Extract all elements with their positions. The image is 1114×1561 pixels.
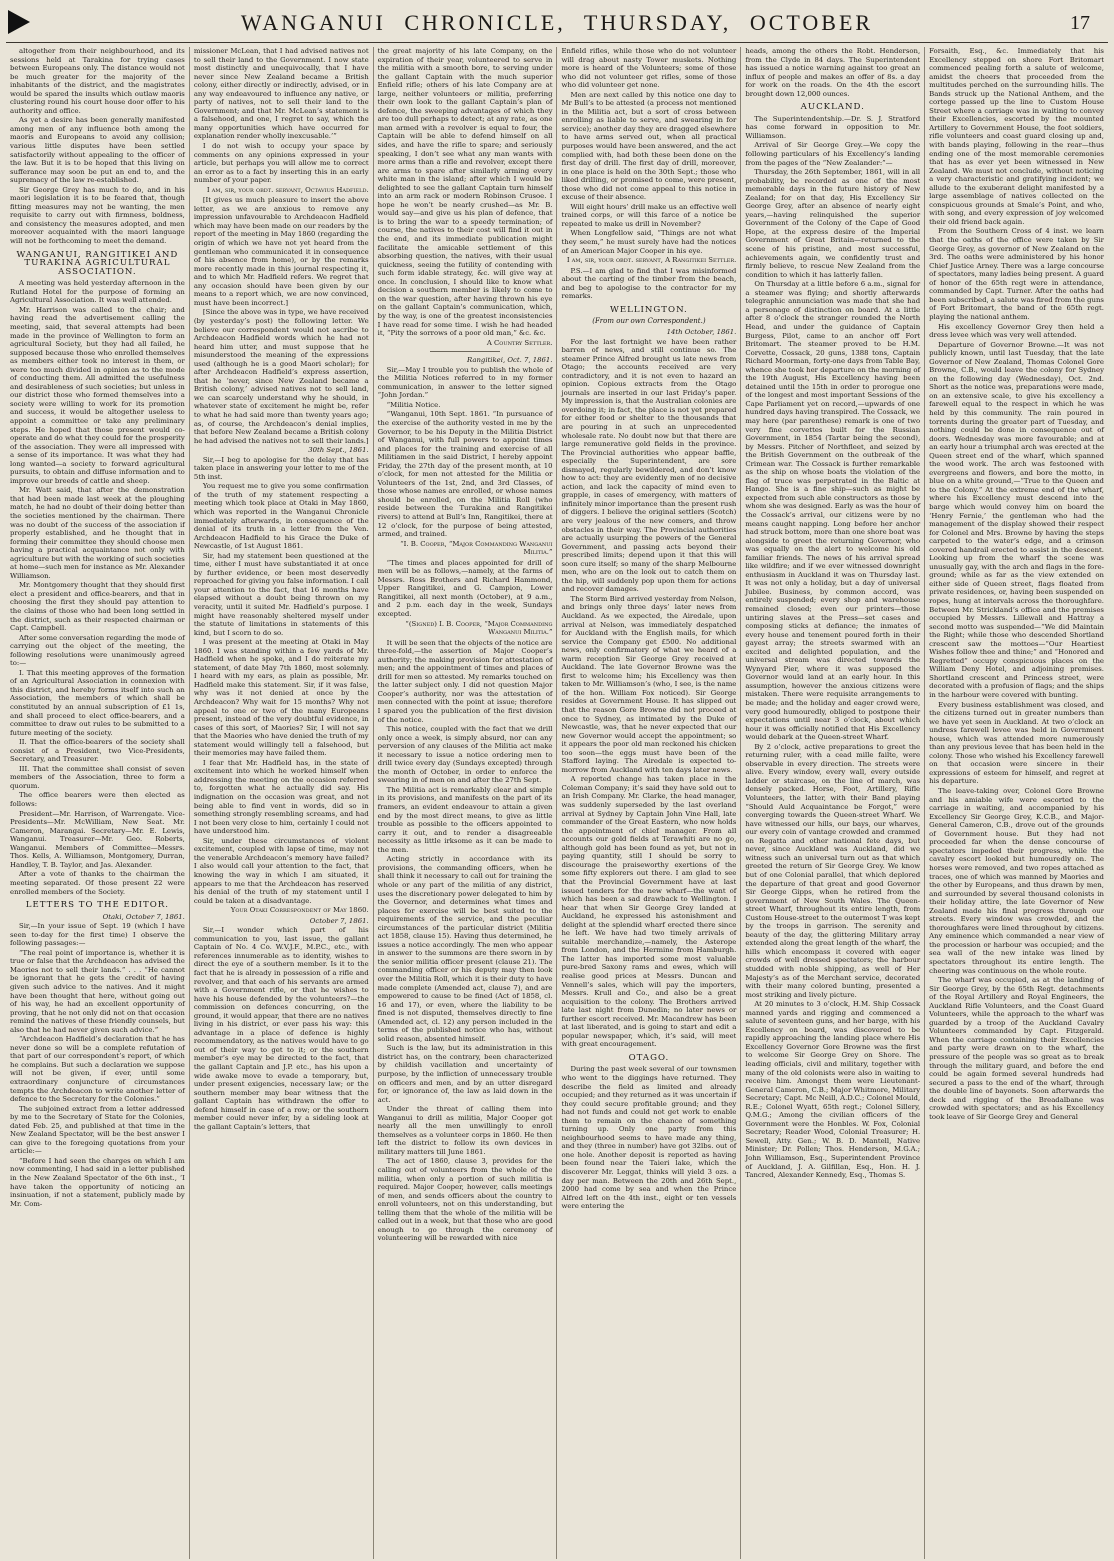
section-heading: AUCKLAND. (800, 102, 865, 113)
paragraph: President—Mr. Harrison, of Warrengate. Vice-Presidents—Mr. McWilliam, New Seat. Mr. Cameron, Marangai. Secretary—Mr. E. Lewis, Wanganui. Treasurer—Mr. Geo. Roberts, Wanganui. Members of Committee—Messrs. Thos. Kells, A. Williamson, Montgomery, Durran, Handley, T. B. Taylor, and Jas. Alexander. (10, 809, 185, 869)
paragraph: From the Southern Cross of 4 inst. we learn that the oaths of the office were taken by Sir George Grey, as governor of New Zealand on the 3rd. The oaths were administered by his honor Chief Justice Arney. There was a large concourse of spectators, many ladies being present. A guard of honor of the 65th regt were in attendance, commanded by Capt. Turner. After the oaths had been subscribed, a salute was fired from the guns of Fort Britomart, the band of the 65th regt. playing the national anthem. (929, 227, 1104, 321)
letter-signature: A Country Settler. (486, 338, 553, 347)
paragraph: I fear that Mr. Hadfield has, in the state of excitement into which he worked himself when addressing the meeting on the occasion referred to, forgotten what he actually did say. His indignation on the occasion was great, and not being able to find vent in words, did so in something strongly resembling screams, and had I not been very close to him, certainly I could not have understood him. (193, 758, 369, 836)
paragraph: the great majority of his late Company, on the expiration of their year, volunteered to serve in the militia with a smooth bore, to serving under the gallant Captain with the much superior Enfield rifle; others of his late Company are at large, neither volunteers or militia, preferring their own look to the gallant Captain’s plan of defence, the sweeping advantages of which they are too dull perhaps to detect; at any rate, as one man armed with a revolver is equal to four, the Captain will be able to defend himself on all sides, and have the rifle to spare; and seriously speaking, I don’t see what any man wants with more arms than a rifle and revolver, except there are arms to spare after similarly arming every white man in the island; after which I would be delighted to see the gallant Captain turn himself into an arm rack or modern Robinson Crusoe. I hope he won’t be nearly crushed—as Mr. B. would say—and give us his plan of defence, that is to bring the war to a speedy termination; of course, the natives to their cost will find it out in the end, and its immediate publication might facilitate the amicable settlement of this absorbing question, the natives, with their usual quickness, seeing the futility of contending with such form idable strategy, &c. will give way at once. In conclusion, I should like to know what decision a southern member is likely to come to on the war question, after having thrown his eye on the gallant Captain’s communication, which, by the way, is one of the greatest inconsistencies I have read for some time. I wish he had headed it, “Pity the sorrows of a poor old man,” &c. &c. (377, 47, 553, 338)
paragraph: At 20 minutes to 3 o’clock, H.M. Ship Cossack manned yards and rigging and commenced a salute of seventeen guns, and her barge, with his Excellency on board, was discovered to be rapidly approaching the landing place where His Excellency Governor Gore Browne was the first to welcome Sir George Grey on Shore. The leading officials, civil and military, together with many of the old colonists were also in waiting to receive him. Amongst them were Lieutenant-General Cameron, C.B.; Major Whitmore, Military Secretary; Capt. Mc Neill, A.D.C.; Colonel Mould, R.E.; Colonel Wyatt, 65th regt.; Colonel Sillery, Q.M.G.; Among the civilian officers of the Government were the Honbles. W. Fox, Colonial Secretary; Reader Wood, Colonial Treasurer; H. Sewell, Atty. Gen.; W. B. D. Mantell, Native Minister; Dr. Pollen; Thos. Henderson, M.G.A.; John Williamson, Esq., Superintendent Province of Auckland, J. A. Gilfillan, Esq., Hon. H. J. Tancred, Alexander Kennedy, Esq., Thomas S. (745, 1000, 921, 1180)
dateline: Otaki, October 7, 1861. (102, 912, 185, 921)
paragraph: “Before I had seen the charges on which I am now commenting, I had said in a letter published in the New Zealand Spectator of the 6th inst., ‘I have taken the opportunity of noticing an insinuation, if not a statement, publicly made by Mr. Com- (10, 1156, 185, 1208)
paragraph: Under the threat of calling them into Wanganui to drill as militia, Major Cooper got nearly all the men unwillingly to enroll themselves as a volunteer corps in 1860. He then left the district to follow its own devices in military matters till June 1861. (377, 1105, 553, 1156)
paragraph: [It gives us much pleasure to insert the above letter, as we are anxious to remove any impression unfavourable to Archdeacon Hadfield which may have been made on our readers by the report of the meeting in May 1860 (regarding the origin of which we have not yet heard from the gentleman who communicated it in consequence of his absence from home), or by the remarks more recently made in this journal respecting it, and to which Mr. Hadfield refers. We regret that any occasion should have been given by our means to a report which, we are now convinced, must have been incorrect.] (193, 196, 369, 307)
paragraph: Departure of Governor Browne.—It was not publicly known, until last Tuesday, that the late Governor of New Zealand, Thomas Colonel Gore Browne, C.B., would leave the colony for Sydney on the following day (Wednesday), Oct. 2nd. Short as the notice was, preparations were made, on an extensive scale, to give his excellency a farewell equal to the respect in which he was held by this community. The rain poured in torrents during the greater part of Tuesday, and nothing could be done in consequence out of doors. Wednesday was more favourable; and at an early hour a triumphal arch was erected at the Queen street end of the wharf, which spanned the wood work. The arch was festooned with evergreens and flowers, and bore the motto, in blue on a white ground,—“True to the Queen and to the Colony.” At the extreme end of the wharf, where his Excellency must descend into the barge which would convey him on board the ‘Henry Fernie,’ the gentleman who had the management of the display showed their respect for Colonel and Mrs. Browne by having the steps carpeted to the water’s edge, and a crimson covered handrail erected to assist in the descent. Looking up from the wharf the scene was unusually gay, with the arch and flags in the fore-ground; while as far as the view extended on either side of Queen street, flags floated from private residences, or, having been suspended on ropes, hung at intervals across the thoroughfare. Between Mr. Strickland’s office and the premises occupied by Messrs. Lillewall and Hattray a second motto was suspended—“We did Maintain the Right; while those who descended Shortland crescent saw the mottoes—“Our Heartiest Wishes follow thee and thine;” and “Honored and Regretted” occupy conspicuous places on the William Deny Hotel, and adjoining premises. Shortland crescent and Princess street, were decorated with a profusion of flags; and the ships in the harbour were covered with bunting. (929, 340, 1104, 700)
paragraph: [Since the above was in type, we have received (by yesterday’s post) the following letter. We believe our correspondent would not ascribe to Archdeacon Hadfield words which he had not heard him utter, and must suppose that he misunderstood the meaning of the expressions used (although he is a good Maori scholar); for after Archdeacon Hadfield’s express assertion, that he ‘never, since New Zealand became a British colony,’ advised natives not to sell land, we can scarcely understand why he should, in whatever state of excitement he might be, refer to what he had said more than twenty years ago; as, of course, the Archdeacon’s denial implies, that before New Zealand became a British colony he had advised the natives not to sell their lands.] (193, 308, 369, 445)
paragraph: The Militia act is remarkably clear and simple in its provisions, and manifests on the part of its framers, an evident endeavour to attain a given end by the most direct means, to give as little trouble as possible to the officers appointed to carry it out, and to render a disagreeable necessity as little irksome as it can be made to the men. (377, 785, 553, 854)
section-heading: OTAGO. (628, 1052, 670, 1063)
paragraph: Sir, under these circumstances of violent excitement, coupled with lapse of time, may not the venerable Archdeacon’s memory have failed? I also would call your attention to the fact, that knowing the way in which I am situated, it appears to me that the Archdeacon has reserved his denial of the truth of my statement until I could be taken at a disadvantage. (193, 836, 369, 905)
paragraph: The leave-taking over, Colonel Gore Browne and his amiable wife were escorted to the carriage in waiting, and accompanied by his Excellency Sir George Grey, K.C.B., and Major-General Cameron, C.B., drove out of the grounds of Government house. But they had not proceeded far when the dense concourse of spectators impeded their progress, while the cavalry escort looked but humouredly on. The horses were removed, and two ropes attached as traces, one of which was manned by Maories and the other by Europeans, and thus drawn by men, and surrounded by several thousand colonists in their holiday attire, the late Governor of New Zealand made his final progress through our streets. Every window was crowded, and the thoroughfares were lined throughout by citizens. Any eminence which commanded a near view of the procession or harbour was occupied; and the sea wall of the new intake was lined by spectators throughout its entire length. The cheering was continuous on the whole route. (929, 787, 1104, 975)
article-columns (6, 47, 1108, 1559)
paragraph: Sir,—In your issue of Sept. 19 (which I have seen to-day for the first time) I observe the following passages:— (10, 922, 185, 948)
paragraph: The act of 1860, clause 3, provides for the calling out of volunteers from the whole of the militia, when only a portion of such militia is required. Major Cooper, however, calls meetings of men, and sends officers about the country to enroll volunteers, not on this understanding, but telling them that the whole of the militia will be called out in a week, but that those who are good enough to go through the ceremony of volunteering will be rewarded with nice (377, 1157, 553, 1243)
paragraph: Sir George Grey has much to do, and in his maori legislation it is to be feared that, though fitting measures may not be wanting, the men requisite to carry out with firmness, boldness, and consistency the measures adopted, and men moreover acquainted with the maori language will not be forthcoming to meet the demand. (10, 185, 185, 246)
paragraph: The subjoined extract from a letter addressed by me to the Secretary of State for the Colonies, dated Feb. 25, and published at that time in the New Zealand Spectator, will be the best answer I can give to the foregoing quotations from your article:— (10, 1104, 185, 1156)
issue-day-number: 17 (1070, 12, 1090, 34)
paragraph: Thursday, the 26th September, 1861, will in all probability, be recorded as one of the most memorable days in the future history of New Zealand; for on that day, His Excellency Sir George Grey, after an absence of nearly eight years,—having relinquished the superior Government of the Colony of the Cape of Good Hope, at the express desire of the Imperial Government of Great Britain—returned to the scene of his pristine, and most successful, achievements again, we confidently trust and firmly believe, to rescue New Zealand from the condition to which it has latterly fallen. (745, 168, 921, 279)
paragraph: Every business establishment was closed, and the citizens turned out in greater numbers than we have yet seen in Auckland. At two o’clock an undress farewell levee was held in Government house, which was attended more numerously than any previous levee that has been held in the colony. Those who wished his Excellency farewell on that occasion were sincere in their expressions of esteem for himself, and regret at his departure. (929, 700, 1104, 786)
paragraph: “Archdeacon Hadfield’s declaration that he has never done so will be a complete refutation of that part of our correspondent’s report, of which he complains. But such a declaration we suppose will not be given, if ever, until some extraordinary conjuncture of circumstances tempts the Archdeacon to write another letter of defence to the Secretary for the Colonies.” (10, 1035, 185, 1104)
paragraph: I. That this meeting approves of the formation of an Agricultural Association in connexion with this district, and hereby forms itself into such an Association, the members of which shall be constituted by an annual subscription of £1 1s, and shall proceed to elect office-bearers, and a committee to draw out rules to be submitted to a future meeting of the society. (10, 668, 185, 737)
paragraph: “The times and places appointed for drill of men will be as follows,—namely, at the farms of Messrs. Ross Brothers and Richard Hammond, Upper Rangitikei, and G. Campion, Lower Rangitikei, all next month (October), at 9 a.m., and 2 p.m. each day in the week, Sundays excepted. (377, 558, 553, 618)
paragraph: “Militia Notice. (386, 400, 441, 409)
letter-signature: I am, sir, your obdt. servant, A Rangitikei Settler. (566, 256, 737, 265)
letter-signature: “(Signed) I. B. Cooper, “Major Commanding Wanganui Militia.” (405, 619, 553, 637)
paragraph: Men are next called by this notice one day to Mr Bull’s to be attested (a process not mentioned in the Militia act, but a sort of cross between enrolling as liable to serve, and swearing in for service); another day they are dragged elsewhere to have arms served out, when all practical purposes would have been answered, and the act complied with, had both these been done on the first day of drill. The first day of drill, moreover, in one place is held on the 30th Sept.; those who liked drilling, or promised to come, were present, those who did not come appeal to this notice in excuse of their absence. (561, 90, 737, 202)
paragraph: Forsaith, Esq., &c. Immediately that his Excellency stepped on shore Fort Britomart commenced pealing forth a salute of welcome, amidst the cheers that proceeded from the multitudes perched on the surrounding hills. The Bands struck up the National Anthem, and the cortege passed up the line to Custom House Street where a carriage was in waiting to convey their Excellencies, escorted by the mounted Artillery to Government House, the foot soldiers, rifle volunteers and coast guard closing up and, with bands playing, following in the rear—thus ending one of the most memorable ceremonies that has as ever yet been witnessed in New Zealand. We must not conclude, without noticing a very characteristic and gratifying incident; we allude to the exuberant delight manifested by a large assemblage of natives collected on the conspicuous grounds at Smale’s Point, and who, with song, and every expression of joy welcomed their old friend back again. (929, 47, 1104, 226)
letter-signature: I am, sir, your obdt. servant, Octavius Hadfield. (206, 185, 369, 194)
paragraph: It will be seen that the objects of the notice are three-fold,—the assertion of Major Cooper’s authority; the making provision for attestation of men; and the appointment of times and places of drill for men so attested. My remarks touched on the latter subject only. I did not question Major Cooper’s authority, nor was the attestation of men connected with the point at issue; therefore I spared you the publication of the first division of the notice. (377, 638, 553, 724)
column-2 (190, 47, 374, 1559)
issue-weekday: THURSDAY, (583, 10, 732, 35)
masthead-title (241, 10, 873, 36)
paragraph: I was present at the meeting at Otaki in May 1860. I was standing within a few yards of Mr. Hadfield when he spoke, and I do reiterate my statement, of date May 7th 1860, most solemnly. I heard with my ears, as plain as possible, Mr. Hadfield make this statement. Sir, if it was false, why was it not denied at once by the Archdeacon? Why wait for 15 months? Why not appeal to one or two of the many Europeans present, instead of the very doubtful evidence, in cases of this sort, of Maories? Sir, I will not say that the Maories who have denied the truth of my statement would willingly tell a falsehood, but their memories may have failed them. (193, 638, 369, 758)
paragraph: heads, among the others the Robt. Henderson, from the Clyde in 84 days. The Superintendent has issued a notice warning against too great an influx of people and makes an offer of 8s. a day for work on the roads. On the 4th the escort brought down 12,000 ounces. (745, 47, 921, 98)
column-6 (925, 47, 1108, 1559)
paragraph: missioner McLean, that I had advised natives not to sell their land to the Government. I now state most distinctly and unequivocally, that I have never since New Zealand became a British colony, either directly or indirectly, advised, or in any way endeavoured to influence any native, or party of natives, not to sell their land to the Government; and that Mr. McLean’s statement is a falsehood, and one, I regret to say, which the many opportunities which have occurred for explanation render wholly inexcusable.’” (193, 47, 369, 141)
paragraph: Sir, had my statement been questioned at the time, either I must have substantiated it at once by further evidence, or been most deservedly reproached for giving you false information. I call your attention to the fact, that 16 months have elapsed without a doubt being thrown on my veracity, until it suited Mr. Hadfield’s purpose. I might have reasonably sheltered myself under the statute of limitations in statements of this kind, but I scorn to do so. (193, 551, 369, 637)
paragraph: Acting strictly in accordance with its provisions, the commanding officers, when he shall think it necessary to call out for training the whole or any part of the militia of any district, uses the discretionary power delegated to him by the Governor, and determines what times and places for exercise will be best suited to the requirements of the service, and the peculiar circumstances of the particular district (Militia act 1858, clause 15). Having thus determined, he issues a notice accordingly. The men who appear in answer to the summons are there sworn in by the senior militia officer present (clause 21). The commanding officer or his deputy may then look over the Militia Roll, which it is their duty to have made complete (Amended act, clause 7), and are empowered to cause to be fined (Act of 1858, cl. 16 and 17), or even, where the liability to be fined is not disputed, themselves directly to fine (Amended act, cl. 12) any person included in the terms of the published notice who has, without solid reason, absented himself. (377, 855, 553, 1043)
section-heading: LETTERS TO THE EDITOR. (25, 900, 170, 911)
paragraph: After some conversation regarding the mode of carrying out the object of the meeting, the following resolutions were unanimously agreed to:— (10, 633, 185, 668)
letter-signature: Your Otaki Correspondent of May 1860. (230, 906, 369, 915)
paragraph: Mr. Montgomery thought that they should first elect a president and office-bearers, and that in choosing the first they should pay attention to the claims of those who had been long settled in the district, such as their respected chairman or Capt. Campbell. (10, 581, 185, 633)
paragraph: The wharf was occupied, as at the landing of Sir George Grey, by the 65th Regt. detachments of the Royal Artillery and Royal Engineers, the Auckland Rifle Volunteers, and the Coast Guard Volunteers, while the approach to the wharf was guarded by a troop of the Auckland Cavalry Volunteers commanded by Capt. Fitzgerald. When the carriage containing their Excellencies and party were drawn on to the wharf, the pressure of the people was so great as to break through the military guard, and before the end could be again formed several hundreds had secured a pass to the end of the wharf, through the double line of bayonets. Soon afterwards the deck and rigging of the Breadalbane was crowded with spectators; and as his Excellency took leave of Sir George Grey and General (929, 976, 1104, 1121)
dateline: Rangitikei, Oct. 7, 1861. (467, 356, 553, 365)
paragraph: II. That the office-bearers of the society shall consist of a President, two Vice-Presidents, Secretary, and Treasurer. (10, 738, 185, 764)
paragraph: Such is the law, but its administration in this district has, on the contrary, been characterized by childish vacillation and uncertainty of purpose, by the infliction of unnecessary trouble on officers and men, and by an utter disregard for, or ignorance of, the law as laid down in the act. (377, 1044, 553, 1104)
paragraph: After a vote of thanks to the chairman the meeting separated. Of those present 22 were enrolled members of the Society. (10, 870, 185, 896)
letter-signature: “I. B. Cooper, “Major Commanding Wanganui Militia.” (400, 539, 553, 557)
dateline: 30th Sept., 1861. (308, 446, 369, 455)
section-heading: WELLINGTON. (610, 304, 688, 315)
paragraph: When Longfellow said, “Things are not what they seem,” he must surely have had the notices of an American Major Cooper in his eye. (561, 229, 737, 255)
paper-section: CHRONICLE, (404, 10, 566, 35)
paragraph: The office bearers were then elected as follows: (10, 791, 185, 809)
byline: (From our own Correspondent.) (592, 317, 706, 326)
paragraph: On Thursday at a little before 6 a.m., signal for a steamer was flying; and shortly afterwards telegraphic annunciation was made that she had a personage of distinction on board. At a little after 8 o’clock the stranger rounded the North Head, and under the guidance of Captain Burgess, Pilot, came to an anchor off Fort Britomart. The steamer proved to be H.M. Corvette, Cossack, 20 guns, 1388 tons, Captain Richard Moorman, forty-one days from Table Bay, whence she took her departure on the morning of the 19th August, His Excellency having been detained until the 15th in order to prorogue one of the longest and most important Sessions of the Cape Parliament yet on record,—upwards of one hundred days having transpired. The Cossack, we may here (par parenthese) remark is one of two very fine corvettes built for the Russian Government, in 1854 (Tartar being the second), by Messrs. Pitcher of Northfleet, and seized by the British Government on the outbreak of the Crimean war. The Cossack is further remarkable as the ship on whose boats the violation of the flag of truce was perpetrated in the Baltic at Hango. She is a fine ship—such as might be expected from such able constructors as those by whom she was designed. Early as was the hour of the Cossack’s arrival, our citizens were by no means caught napping. Long before her anchor had struck bottom, more than one shore boat was alongside to greet the returning Governor, who was equally on the alert to welcome his old familiar friends. The news of his arrival spread like wildfire; and if we ever witnessed downright enthusiasm in Auckland it was on Thursday last. It was not only a holiday, but a day of universal Jubilee. Business, by common accord, was entirely suspended; every shop and warehouse remained closed; even our printers—those untiring slaves at the Press—set cases and composing sticks at defiance; the inmates of every house and tenement poured forth in their gayest array; the streets swarmed with an excited and delighted population, and the universal stream was directed towards the Wynyard Pier, where it was supposed the Governor would land at an early hour. In this assumption, however the anxious citizens were mistaken. There were requisite arrangements to be made; and the holiday and eager crowd were, very good humouredly, obliged to postpone their expectations until near 3 o’clock, about which hour it was officially notified that His Excellency would debark at the Queen-street Wharf. (745, 280, 921, 742)
section-heading: WANGANUI, RANGITIKEI AND TURAKINA AGRICULTURAL ASSOCIATION. (16, 249, 179, 277)
paragraph: P.S.—I am glad to find that I was misinformed about the carting of the timber from the beach, and beg to apologise to the contractor for my remarks. (561, 266, 737, 301)
dateline: October 7, 1861. (309, 916, 369, 925)
paragraph: I do not wish to occupy your space by comments on any opinions expressed in your article, but perhaps you will allow me to correct an error as to a fact by inserting this in an early number of your paper. (193, 142, 369, 185)
paragraph: For the last fortnight we have been rather barren of news, and still continue so. The steamer Prince Alfred brought us late news from Otago; the accounts received are very contradictory, and it is not even to hazard an opinion. Copious extracts from the Otago journals are inserted in our last Friday’s paper. My impression is, that the Australian colonies are overdoing it; in fact, the place is not yet prepared for either food or shelter to the thousands that are pouring in at such an unprecedented wholesale rate. No doubt now but that there are large remunerative gold fields in the province. The Provincial authorities who appear baffle, especially the Superintendent, are sore dismayed, regularly bewildered, and don’t know how to act: they are evidently men of no decisive action, and lack the capacity of mind even to grapple, in cases of emergency, with matters of infinitely minor importance than the present rush of diggers. I believe the original settlers (Scotch) are very jealous of the new comers, and throw obstacles in their way. The Provincial authorities are actually usurping the powers of the General Government, and passing acts beyond their prescribed limits; depend upon it that this will soon cure itself; so many of the sharp Melbourne men, who are on the look out to catch them on the hip, will suddenly pop upon them for actions and recover damages. (561, 337, 737, 594)
paragraph: His excellency Governor Grey then held a dress levee which was very well attended. (929, 322, 1104, 340)
dateline: 14th October, 1861. (666, 327, 737, 336)
paragraph: As yet a desire has been generally manifested among men of any influence both among the maoris and Europeans to avoid any collision; various little disputes have been settled satisfactorily without appealing to the officer of the law. But it is to be hoped that this living on sufferance may soon be put an end to, and the supremacy of the law re-established. (10, 116, 185, 185)
paragraph: “The real point of importance is, whether it is true or false that the Archdeacon has advised the Maories not to sell their lands.” . . . “He cannot be ignorant that he gets the credit of having given such advice to the natives. And it might have been thought that here, without going out of his way, he had an excellent opportunity of proving, that he not only did not on that occasion remind the natives of these friendly counsels, but also that he had never given such advice.” (10, 948, 185, 1034)
paragraph: A reported change has taken place in the Coleman Company; it’s said they have sold out to an Irish Company. Mr. Clarke, the head manager, was suddenly superseded by the last overland arrival at Sydney by Captain John Vine Hall, late commander of the Great Eastern, who now holds the appointment of chief manager. From all accounts our gold fields at Terawhiti are no go, although gold has been found as yet, but not in paying quantity, still I should be sorry to discourage the praiseworthy exertions of the some fifty explorers out there. I am glad to see that the Provincial Government have at last issued tenders for the new wharf—the want of which has been a sad drawback to Wellington. I hear that when Sir George Grey landed at Auckland, he expressed his astonishment and delight at the splendid wharf erected there since he left. We have had two timely arrivals of suitable merchandize,—namely, the Asterope from London, and the Hermine from Hamburgh. The latter has imported some most valuable pure-bred Saxony rams and ewes, which will realise good prices at Messrs. Duncan and Vennell’s sales, which will pay the importers, Messrs. Krull and Co., and also be a great acquisition to the colony. The Brothers arrived late last night from Dunedin; no later news or further escort received. Mr. Macandrew has been at last liberated, and is going to start and edit a popular newspaper, which, it’s said, will meet with great encouragement. (561, 775, 737, 1049)
paragraph: Enfield rifles, while those who do not volunteer will drag about nasty Tower muskets. Nothing more is heard of the Volunteers; some of those who did not volunteer get rifles, some of those who did volunteer get none. (561, 47, 737, 90)
paragraph: The Storm Bird arrived yesterday from Nelson, and brings only three days’ later news from Auckland. As we expected, the Airedale, upon arrival at Nelson, was immediately despatched for Auckland with the English mails, for which service the Company get £500. No additional news, only confirmatory of what we heard of a warm reception Sir George Grey received at Auckland. The late Governor Browne was the first to welcome him; his Excellency was then taken to Mr. Williamson’s (who, I see, is the name of the hon. William Fox noticed). Sir George resides at Government House. It has slipped out that the reason Gore Browne did not proceed at once to Sydney, as intimated by the Duke of Newcastle, was, that he never expected that our new Governor would accept the appointment; so it appears the poor old man reckoned his chicken too soon—the eggs must have been of the Stafford laying. The Airedale is expected to-morrow from Auckland with ten days later news. (561, 594, 737, 774)
paragraph: III. That the committee shall consist of seven members of the Association, three to form a quorum. (10, 764, 185, 790)
paragraph: Arrival of Sir George Grey.—We copy the following particulars of his Excellency’s landing from the pages of the “New Zealander:”— (745, 141, 921, 167)
paragraph: Sir,—I wonder which part of his communication to you, last issue, the gallant Captain of No. 4 Co. W.V.J.F., M.P.C., etc., with references innumerable as to identity, wishes to direct the eye of a southern member. Is it to the fact that he is already in possession of a rifle and revolver, and that each of his servants are armed with a Government rifle, or that he wishes to have his house defended by the volunteers?—the commission on defences concurring, on the ground, it would appear, that there are no natives living in his district, or ever pass his way: this advantage in a place of defence is highly recommendatory, as the natives would have to go out of their way to get to it; or the southern member’s eye may be directed to the fact, that the gallant Captain and J.P. etc., has his upon a wide awake move to evade a temporary, but, under present exigencies, necessary law; or the southern member may bear witness that the gallant Captain has withdrawn the offer to defend himself in case of a row; or the southern member could never infer, by a sideling look at the gallant Captain’s letters, that (193, 926, 369, 1131)
column-5 (741, 47, 925, 1559)
page-marker-icon (8, 10, 30, 34)
column-3 (374, 47, 558, 1559)
paragraph: By 2 o’clock, active preparations to greet the returning ruler, with a cead mille failte, were observable in every direction. The streets were alive. Every window, every wall, every outside ladder or staircase, on the line of march, was densely packed. Horse, Foot, Artillery, Rifle Volunteers, the latter, with their Band playing “Should Auld Acquaintance be Forgot,” were converging towards the Queen-street Wharf. We have witnessed our hills, our bays, our wharves, our every coin of vantage crowded and crammed on Regatta and other national fete days, but never, since Auckland was Auckland, did we witness such an universal turn out as that which greeted the return of Sir George Grey. We know but of one Colonial parallel, that which deplored the departure of that great and good Governor Sir George Gipps, when he retired from the government of New South Wales. The Queen-street Wharf, throughout its entire length, from Custom House-street to the outermost T was kept by the troops in garrison. The serenity and beauty of the day, the glittering Military array extended along the great length of the wharf, the hills which encompass it covered with eager crowds of well dressed spectators; the harbour studded with noble shipping, as well of Her Majesty’s as of the Merchant service, decorated with their many colored bunting, presented a most striking and lively picture. (745, 742, 921, 999)
masthead (6, 4, 1108, 43)
paragraph: Sir,—I beg to apologise for the delay that has taken place in answering your letter to me of the 5th inst. (193, 455, 369, 481)
paragraph: You request me to give you some confirmation of the truth of my statement respecting a meeting which took place at Otaki in May 1860, which was reported in the Wanganui Chronicle immediately afterwards, in consequence of the denial of its truth in a letter from the Ven. Archdeacon Hadfield to his Grace the Duke of Newcastle, of 1st August 1861. (193, 482, 369, 551)
paragraph: A meeting was held yesterday afternoon in the Rutland Hotel for the purpose of forming an Agricultural Association. It was well attended. (10, 279, 185, 305)
paragraph: Sir,—May I trouble you to publish the whole of the Militia Notices referred to in my former communication, in answer to the letter signed “John Jordan.” (377, 365, 553, 400)
paragraph: “Wanganui, 10th Sept. 1861. “In pursuance of the exercise of the authority vested in me by the Governor, to be his Deputy in the Militia District of Wanganui, with full powers to appoint times and places for the training and exercise of all Militiamen in the said District, I hereby appoint Friday, the 27th day of the present month, at 10 o’clock, for men not attested for the Militia or Volunteers of the 1st, 2nd, and 3rd Classes, of those whose names are enrolled, or whose names should be enrolled, on the Militia Roll (who reside between the Turakina and Rangitikei rivers) to attend at Bull’s Inn, Rangitikei, there at 12 o’clock, for the purpose of being attested, armed, and trained. (377, 410, 553, 539)
issue-month: OCTOBER (749, 10, 874, 35)
section-divider (430, 351, 500, 352)
column-1 (6, 47, 190, 1559)
paper-name: WANGANUI (240, 10, 386, 35)
paragraph: During the past week several of our townsmen who went to the diggings have returned. They describe the field as limited and already occupied; and they returned as it was uncertain if they could secure profitable ground; and they had not funds and could not get work to enable them to remain on the chance of something turning up. Only one party from this neighbourhood seems to have made any thing, and they (three in number) have got 32lbs. out of one hole. Another deposit is reported as having been found near the Taieri lake, which the discoverer Mr. Leggat, thinks will yield 3 ozs. a day per man. Between the 20th and 26th Sept., 2000 had come by sea and when the Prince Alfred left on the 4th inst., eight or ten vessels were entering the (561, 1065, 737, 1211)
paragraph: altogether from their neighbourhood, and its sessions held at Tarakina for trying cases between Europeans only. The distance would not be much greater for the majority of the inhabitants of the district, and the magistrates would be spared the insults which outlaw maoris clustering round his court house door offer to his authority and office. (10, 47, 185, 115)
paragraph: The Superintendentship.—Dr. S. J. Stratford has come forward in opposition to Mr. Williamson. (745, 114, 921, 140)
paragraph: Mr. Watt said, that after the demonstration that had been made last week at the ploughing match, he had no doubt of their doing better than the societies mentioned by the chairman. There was no doubt of the success of the association if properly established, and he thought that in forming their committee they should choose men having a practical acquaintance not only with agriculture but with the working of such societies at home—such men for instance as Mr. Alexander Williamson. (10, 486, 185, 580)
paragraph: Will eight hours’ drill make us an effective well trained corps, or will this farce of a notice be repeated to make us drill in November? (561, 202, 737, 228)
column-4 (557, 47, 741, 1559)
paragraph: Mr. Harrison was called to the chair; and having read the advertisement calling the meeting, said, that several attempts had been made in the province of Wellington to form an agricultural Society, but they had all failed, he supposed because those who enrolled themselves as members either took no interest in them, or were too much divided in opinion as to the mode of conducting them. All admitted the usefulness and desirableness of such societies; but unless in our district those who formed themselves into a society were willing to work for its promotion and success, it would be altogether useless to appoint a committee or take any preliminary steps. He hoped that those present would co-operate and do what they could for the prosperity of the association. They were all impressed with a sense of its importance. It was what they had long wanted—a society to forward agricultural pursuits, to obtain and diffuse information and to improve our breeds of cattle and sheep. (10, 305, 185, 485)
paragraph: This notice, coupled with the fact that we drill only once a week, is simply absurd, nor can any perversion of any clauses of the Militia act make it necessary to issue a notice ordering men to drill twice every day (Sundays excepted) through the month of October, in order to enforce the swearing in of men on and after the 27th Sept. (377, 725, 553, 785)
